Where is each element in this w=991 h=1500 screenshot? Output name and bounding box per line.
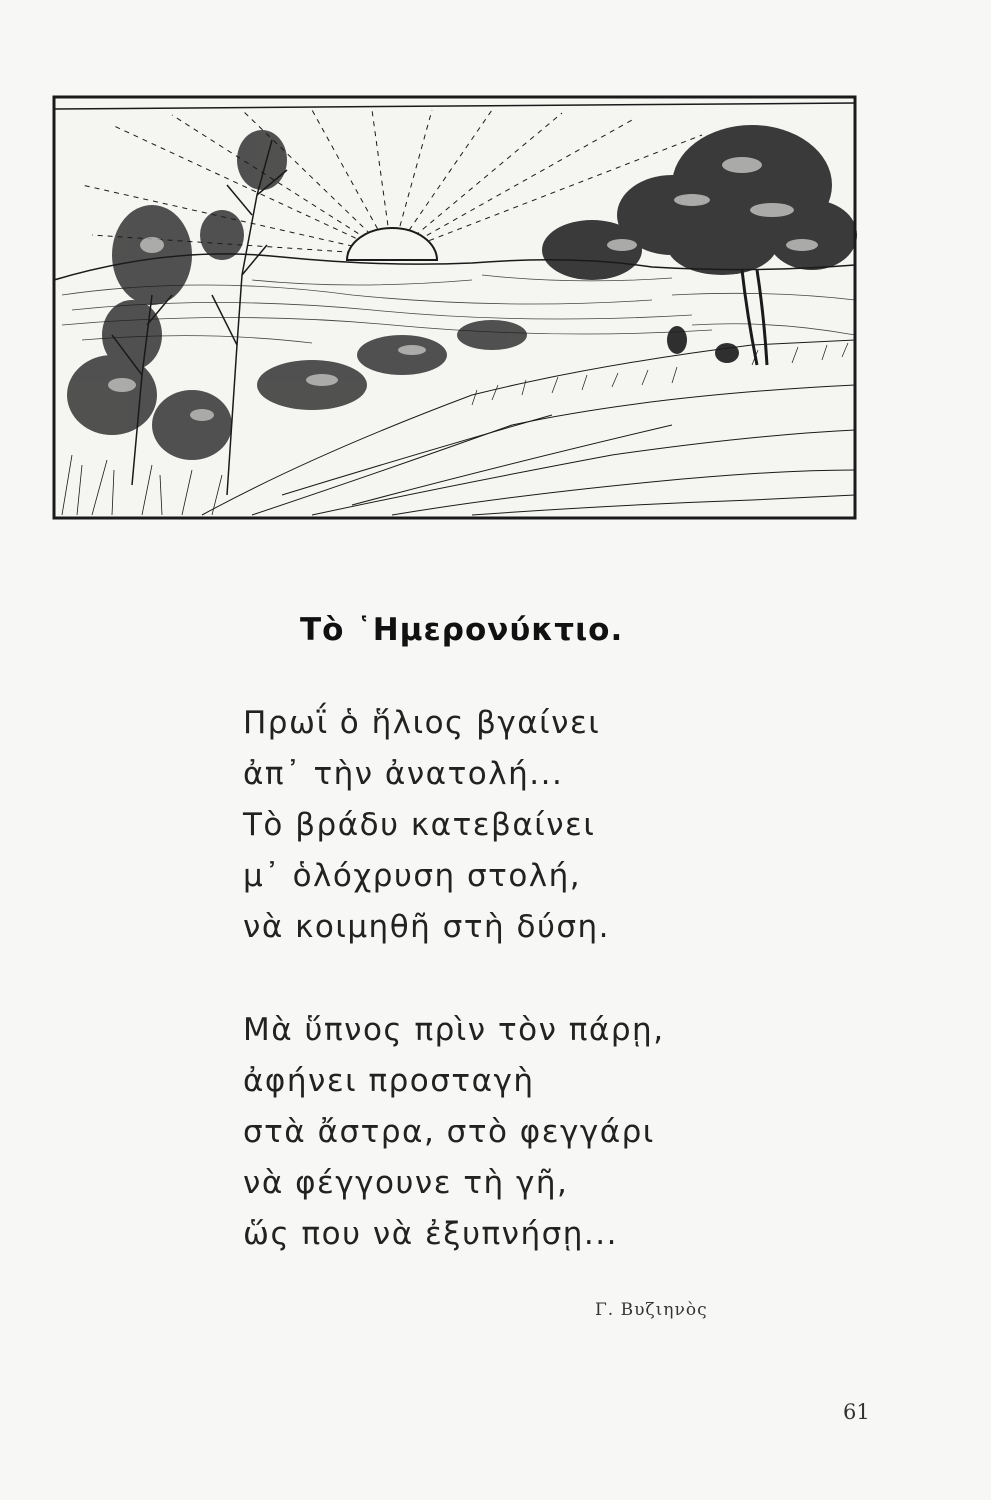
verse-line: Τὸ βράδυ κατεβαίνει [243, 807, 596, 843]
verse-line: ἀφήνει προσταγὴ [243, 1063, 535, 1099]
verse-line: Μὰ ὕπνος πρὶν τὸν πάρῃ, [243, 1012, 665, 1048]
verse-line: Πρωΐ ὁ ἥλιος βγαίνει [243, 705, 601, 741]
landscape-illustration [52, 95, 857, 520]
verse-line: στὰ ἄστρα, στὸ φεγγάρι [243, 1114, 655, 1150]
poem-author: Γ. Βυζιηνὸς [595, 1300, 708, 1320]
verse-line: νὰ φέγγουνε τὴ γῆ, [243, 1165, 569, 1201]
stanza-2 [243, 1005, 665, 1260]
verse-line: ἀπ᾿ τὴν ἀνατολή... [243, 756, 564, 792]
poem-title: Τὸ ῾Ημερονύκτιο. [300, 612, 624, 648]
stanza-1 [243, 698, 610, 953]
verse-line: ὥς που νὰ ἐξυπνήσῃ... [243, 1216, 618, 1252]
verse-line: νὰ κοιμηθῆ στὴ δύση. [243, 909, 611, 945]
page-number: 61 [843, 1400, 870, 1424]
verse-line: μ᾿ ὁλόχρυση στολή, [243, 858, 582, 894]
